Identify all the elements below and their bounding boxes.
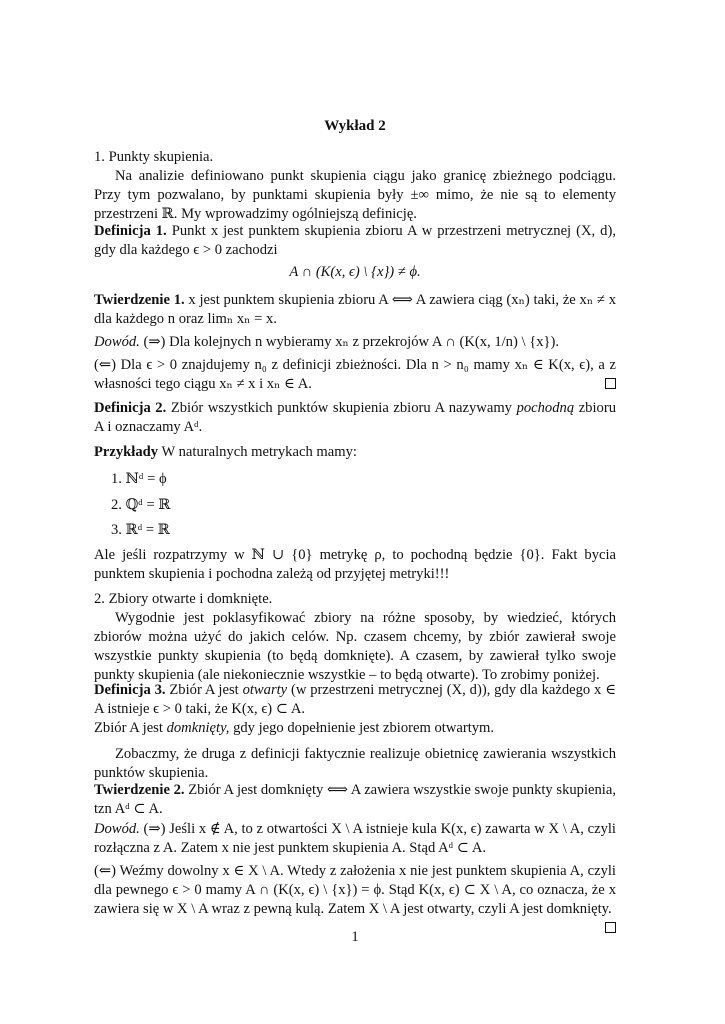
section-2-heading: 2. Zbiory otwarte i domknięte.: [94, 591, 273, 607]
page-number: 1: [351, 929, 359, 945]
definition-2-text-after: zbioru A i oznaczamy Aᵈ.: [94, 400, 616, 435]
section-1-heading: 1. Punkty skupienia.: [94, 149, 214, 165]
examples: [94, 443, 616, 462]
definition-3-text: gdy jego dopełnienie jest zbiorem otwartym.: [233, 720, 495, 736]
definition-2: [94, 399, 616, 437]
proof-2: [94, 820, 616, 938]
proof-1: [94, 333, 616, 394]
formula-text: A ∩ (K(x, ϵ) \ {x}) ≠ ϕ.: [289, 264, 421, 280]
theorem-1-text: x jest punktem skupienia zbioru A ⟺ A zawiera ciąg (xₙ) taki, że xₙ ≠ x dla każdego n oraz limₙ xₙ = x.: [94, 292, 616, 327]
definition-1-formula: [94, 263, 616, 282]
proof-2-line-2: (⇐) Weźmy dowolny x ∈ X \ A. Wtedy z założenia x nie jest punktem skupienia A, czyli dla pewnego ϵ > 0 mamy A ∩ (K(x, ϵ) \ {x}) = ϕ. Stąd K(x, ϵ) ⊂ X \ A, co oznacza, że x zawiera się w X \ A wraz z pewną kulą. Zatem X \ A jest otwarty, czyli A jest domknięty.: [94, 863, 616, 917]
section-2: [94, 590, 616, 685]
section-1: [94, 148, 616, 224]
definition-3-emphasis: otwarty: [242, 682, 288, 698]
theorem-2-label: Twierdzenie 2.: [94, 782, 185, 798]
example-item: 2. ℚᵈ = ℝ: [111, 497, 171, 513]
definition-3-text: Zbiór A jest: [94, 720, 163, 736]
definition-3-label: Definicja 3.: [94, 682, 166, 698]
proof-1-label: Dowód.: [94, 334, 140, 350]
theorem-2-text: Zbiór A jest domknięty ⟺ A zawiera wszystkie swoje punkty skupienia, tzn Aᵈ ⊂ A.: [94, 782, 616, 817]
example-item: 3. ℝᵈ = ℝ: [111, 522, 170, 538]
theorem-1-label: Twierdzenie 1.: [94, 292, 185, 308]
definition-1-text: Punkt x jest punktem skupienia zbioru A w przestrzeni metrycznej (X, d), gdy dla każdego ϵ > 0 zachodzi: [94, 223, 616, 258]
proof-1-line-2: (⇐) Dla ϵ > 0 znajdujemy n₀ z definicji zbieżności. Dla n > n₀ mamy xₙ ∈ K(x, ϵ), a z własności tego ciągu xₙ ≠ x i xₙ ∈ A.: [94, 357, 616, 392]
document-page: [94, 0, 616, 1024]
proof-1-line-1: (⇒) Dla kolejnych n wybieramy xₙ z przekrojów A ∩ (K(x, 1/n) \ {x}).: [143, 334, 560, 350]
qed-symbol: [605, 375, 616, 394]
theorem-2: [94, 781, 616, 819]
lecture-title: Wykład 2: [324, 118, 386, 134]
examples-label: Przykłady: [94, 444, 159, 460]
definition-2-label: Definicja 2.: [94, 400, 167, 416]
definition-1: [94, 222, 616, 260]
definition-2-emphasis: pochodną: [516, 400, 575, 416]
section-2-intro: Wygodnie jest poklasyfikować zbiory na różne sposoby, by wiedzieć, których zbiorów można użyć do jakich celów. Np. czasem chcemy, by zbiór zawierał swoje wszystkie punkty skupienia (to będą domknięte). A czasem, by zawierał tylko swoje punkty skupienia (ale niekoniecznie wszystkie – to będą otwarte). To zrobimy poniżej.: [94, 610, 616, 683]
examples-intro: W naturalnych metrykach mamy:: [161, 444, 357, 460]
definition-3: [94, 681, 616, 738]
theorem-1: [94, 291, 616, 329]
section-1-intro: Na analizie definiowano punkt skupienia ciągu jako granicę zbieżnego podciągu. Przy tym pozwalano, by punktami skupienia były ±∞ mimo, że nie są to elementy przestrzeni ℝ. My wprowadzimy ogólniejszą definicję.: [94, 168, 616, 222]
example-item: 1. ℕᵈ = ϕ: [111, 471, 167, 487]
definition-3-text: Zbiór A jest: [169, 682, 239, 698]
examples-note: Ale jeśli rozpatrzymy w ℕ ∪ {0} metrykę ρ, to pochodną będzie {0}. Fakt bycia punktem skupienia i pochodna zależą od przyjętej metryki!!!: [94, 547, 616, 582]
proof-2-line-1: (⇒) Jeśli x ∉ A, to z otwartości X \ A istnieje kula K(x, ϵ) zawarta w X \ A, czyli rozłączna z A. Zatem x nie jest punktem skupienia A. Stąd Aᵈ ⊂ A.: [94, 821, 616, 856]
definition-3-emphasis: domknięty,: [166, 720, 230, 736]
proof-2-label: Dowód.: [94, 821, 140, 837]
definition-1-label: Definicja 1.: [94, 223, 167, 239]
definition-2-text-before: Zbiór wszystkich punktów skupienia zbioru A nazywamy: [170, 400, 512, 416]
definition-3-text: (w przestrzeni metrycznej (X, d)), gdy dla każdego x ∈ A istnieje ϵ > 0 taki, że K(x, ϵ) ⊂ A.: [94, 682, 616, 717]
remark-paragraph: Zobaczmy, że druga z definicji faktycznie realizuje obietnicę zawierania wszystkich punktów skupienia.: [94, 746, 616, 781]
